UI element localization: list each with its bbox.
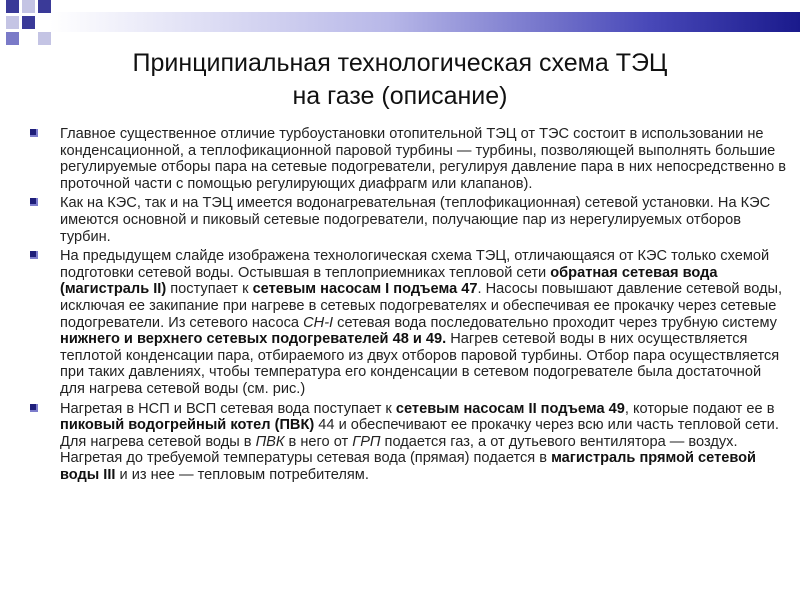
paragraph-text: , которые подают ее в bbox=[624, 400, 775, 417]
bold-text: обратная сетевая вода (магистраль II) bbox=[60, 264, 718, 298]
bullet-paragraph bbox=[30, 401, 790, 484]
italic-text: СН-I bbox=[303, 314, 334, 331]
paragraph-text: 44 и обеспечивают ее прокачку через всю или часть тепловой сети. Для нагрева сетевой воды в bbox=[60, 417, 779, 450]
deco-square-icon bbox=[6, 32, 19, 45]
header-decoration bbox=[0, 0, 800, 48]
paragraph-text: Нагрев сетевой воды в них осуществляется теплотой конденсации пара, отбираемого из двух отборов паровой турбины. Отбор пара осуществляется при таких давлениях, чтобы температура его конденсации в сетевом подогревателе была достаточной для нагрева сетевой воды (см. рис.) bbox=[60, 331, 780, 397]
bold-text: нижнего и верхнего сетевых подогревателей 48 и 49. bbox=[60, 331, 447, 348]
paragraph-text: . Насосы повышают давление сетевой воды, исключая ее закипание при нагреве в сетевых подогревателях и обеспечивая ее прокачку через сетевые подогреватели. Из сетевого насоса bbox=[60, 281, 783, 331]
paragraph-text: Как на КЭС, так и на ТЭЦ имеется водонагревательная (теплофикационная) сетевой установки. На КЭС имеются основной и пиковый сетевые подогреватели, получающие пар из нерегулируемых отборов турбин. bbox=[60, 195, 771, 245]
deco-square-icon bbox=[22, 0, 35, 13]
deco-square-icon bbox=[6, 16, 19, 29]
paragraph-text: подается газ, а от дутьевого вентилятора — воздух. Нагретая до требуемой температуры сетевая вода (прямая) подается в bbox=[60, 433, 738, 467]
italic-text: ПВК bbox=[255, 433, 285, 450]
italic-text: ГРП bbox=[352, 433, 381, 450]
bold-text: сетевым насосам II подъема 49 bbox=[395, 400, 625, 417]
square-bullet-icon bbox=[30, 129, 38, 137]
slide-title-line1: Принципиальная технологическая схема ТЭЦ bbox=[132, 49, 668, 77]
square-bullet-icon bbox=[30, 198, 38, 206]
paragraph-text: На предыдущем слайде изображена технологическая схема ТЭЦ, отличающаяся от КЭС только схемой подготовки сетевой воды. Остывшая в теплоприемниках тепловой сети bbox=[60, 248, 770, 281]
paragraph-text: поступает к bbox=[166, 281, 253, 298]
paragraph-text: и из нее — тепловым потребителям. bbox=[115, 466, 369, 483]
paragraph-text: Главное существенное отличие турбоустановки отопительной ТЭЦ от ТЭС состоит в использовании не конденсационной, а теплофикационной паровой турбины — турбины, позволяющей выполнять большие регулируемые отборы пара на сетевые подогреватели, регулируя давление пара в них непосредственно в проточной части с помощью регулирующих диафрагм или клапанов). bbox=[60, 126, 787, 192]
bullet-paragraph bbox=[30, 126, 790, 192]
bold-text: магистраль прямой сетевой воды III bbox=[60, 450, 757, 483]
deco-square-icon bbox=[6, 0, 19, 13]
deco-square-icon bbox=[38, 0, 51, 13]
deco-square-icon bbox=[38, 32, 51, 45]
bullet-paragraph bbox=[30, 195, 790, 245]
square-bullet-icon bbox=[30, 251, 38, 259]
square-bullet-icon bbox=[30, 404, 38, 412]
header-gradient-bar bbox=[50, 12, 800, 32]
body-bullet-list bbox=[30, 126, 790, 486]
bold-text: пиковый водогрейный котел (ПВК) bbox=[60, 417, 315, 434]
bullet-paragraph bbox=[30, 248, 790, 397]
bold-text: сетевым насосам I подъема 47 bbox=[252, 281, 478, 298]
deco-square-icon bbox=[22, 16, 35, 29]
slide-title-line2: на газе (описание) bbox=[292, 82, 508, 110]
slide-title bbox=[0, 47, 800, 113]
paragraph-text: сетевая вода последовательно проходит через трубную систему bbox=[333, 314, 777, 331]
paragraph-text: в него от bbox=[284, 433, 353, 450]
paragraph-text: Нагретая в НСП и ВСП сетевая вода поступает к bbox=[60, 400, 396, 417]
